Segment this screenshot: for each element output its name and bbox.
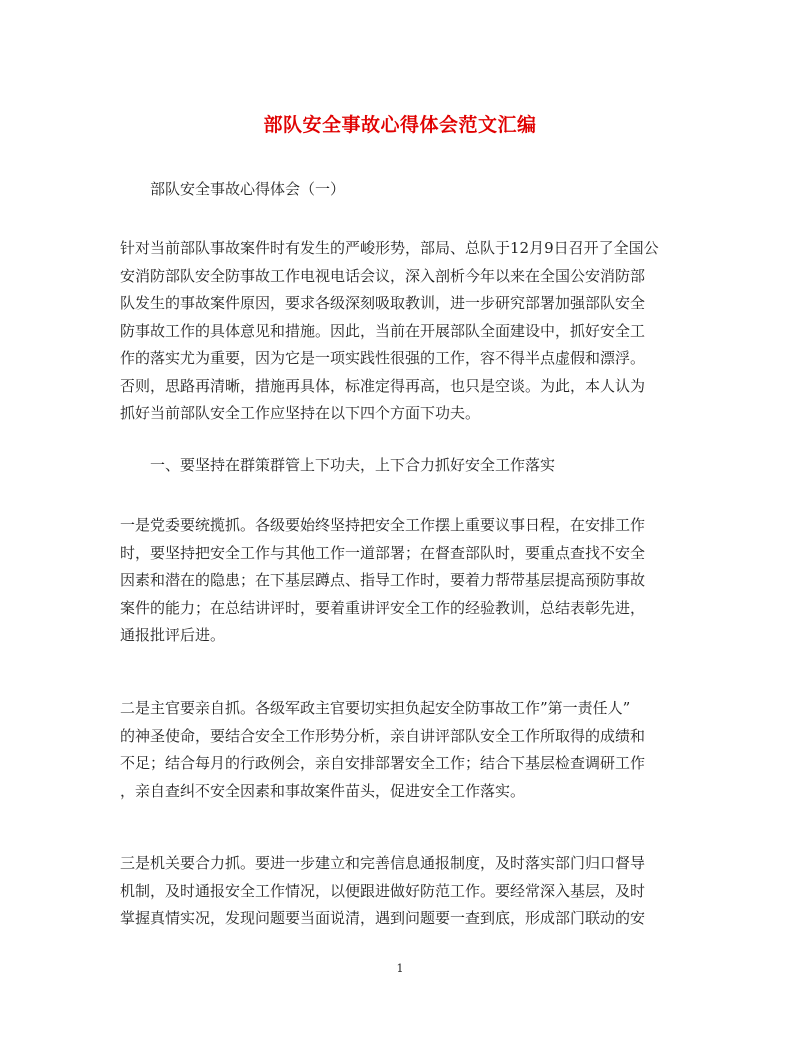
paragraph-line: 安消防部队安全防事故工作电视电话会议，深入剖析今年以来在全国公安消防部 xyxy=(120,266,646,285)
paragraph-line: 案件的能力；在总结讲评时，要着重讲评安全工作的经验教训，总结表彰先进， xyxy=(120,598,646,617)
document-subtitle: 部队安全事故心得体会（一） xyxy=(150,180,346,198)
paragraph-line: 三是机关要合力抓。要进一步建立和完善信息通报制度，及时落实部门归口督导 xyxy=(120,854,646,872)
paragraph-line: 通报批评后进。 xyxy=(120,626,226,644)
section-heading: 一、要坚持在群策群管上下功夫，上下合力抓好安全工作落实 xyxy=(150,456,556,474)
paragraph-line: 不足；结合每月的行政例会，亲自安排部署安全工作；结合下基层检查调研工作 xyxy=(120,754,646,772)
paragraph-line: 因素和潜在的隐患；在下基层蹲点、指导工作时，要着力帮带基层提高预防事故 xyxy=(120,571,646,589)
paragraph-line: ，亲自查纠不安全因素和事故案件苗头，促进安全工作落实。 xyxy=(120,781,526,800)
page-number: 1 xyxy=(396,962,404,975)
intro-paragraph xyxy=(120,235,685,428)
document-title: 部队安全事故心得体会范文汇编 xyxy=(263,114,537,136)
point-paragraph-3 xyxy=(120,850,685,933)
paragraph-line: 的神圣使命，要结合安全工作形势分析，亲自讲评部队安全工作所取得的成绩和 xyxy=(120,726,646,745)
point-paragraph-2 xyxy=(120,695,685,805)
point-paragraph-1 xyxy=(120,512,685,650)
paragraph-line: 防事故工作的具体意见和措施。因此，当前在开展部队全面建设中，抓好安全工 xyxy=(120,321,646,340)
paragraph-line: 一是党委要统揽抓。各级要始终坚持把安全工作摆上重要议事日程，在安排工作 xyxy=(120,516,646,534)
paragraph-line: 二是主官要亲自抓。各级军政主官要切实担负起安全防事故工作”第一责任人” xyxy=(120,699,631,717)
paragraph-line: 队发生的事故案件原因，要求各级深刻吸取教训，进一步研究部署加强部队安全 xyxy=(120,294,646,312)
paragraph-line: 针对当前部队事故案件时有发生的严峻形势，部局、总队于12月9日召开了全国公 xyxy=(120,239,659,257)
paragraph-line: 时，要坚持把安全工作与其他工作一道部署；在督查部队时，要重点查找不安全 xyxy=(120,543,646,562)
paragraph-line: 机制，及时通报安全工作情况，以便跟进做好防范工作。要经常深入基层，及时 xyxy=(120,881,646,900)
paragraph-line: 作的落实尤为重要，因为它是一项实践性很强的工作，容不得半点虚假和漂浮。 xyxy=(120,349,646,367)
paragraph-line: 否则，思路再清晰，措施再具体，标准定得再高，也只是空谈。为此，本人认为 xyxy=(120,376,646,395)
paragraph-line: 掌握真情实况，发现问题要当面说清，遇到问题要一查到底，形成部门联动的安 xyxy=(120,909,646,927)
paragraph-line: 抓好当前部队安全工作应坚持在以下四个方面下功夫。 xyxy=(120,404,481,422)
